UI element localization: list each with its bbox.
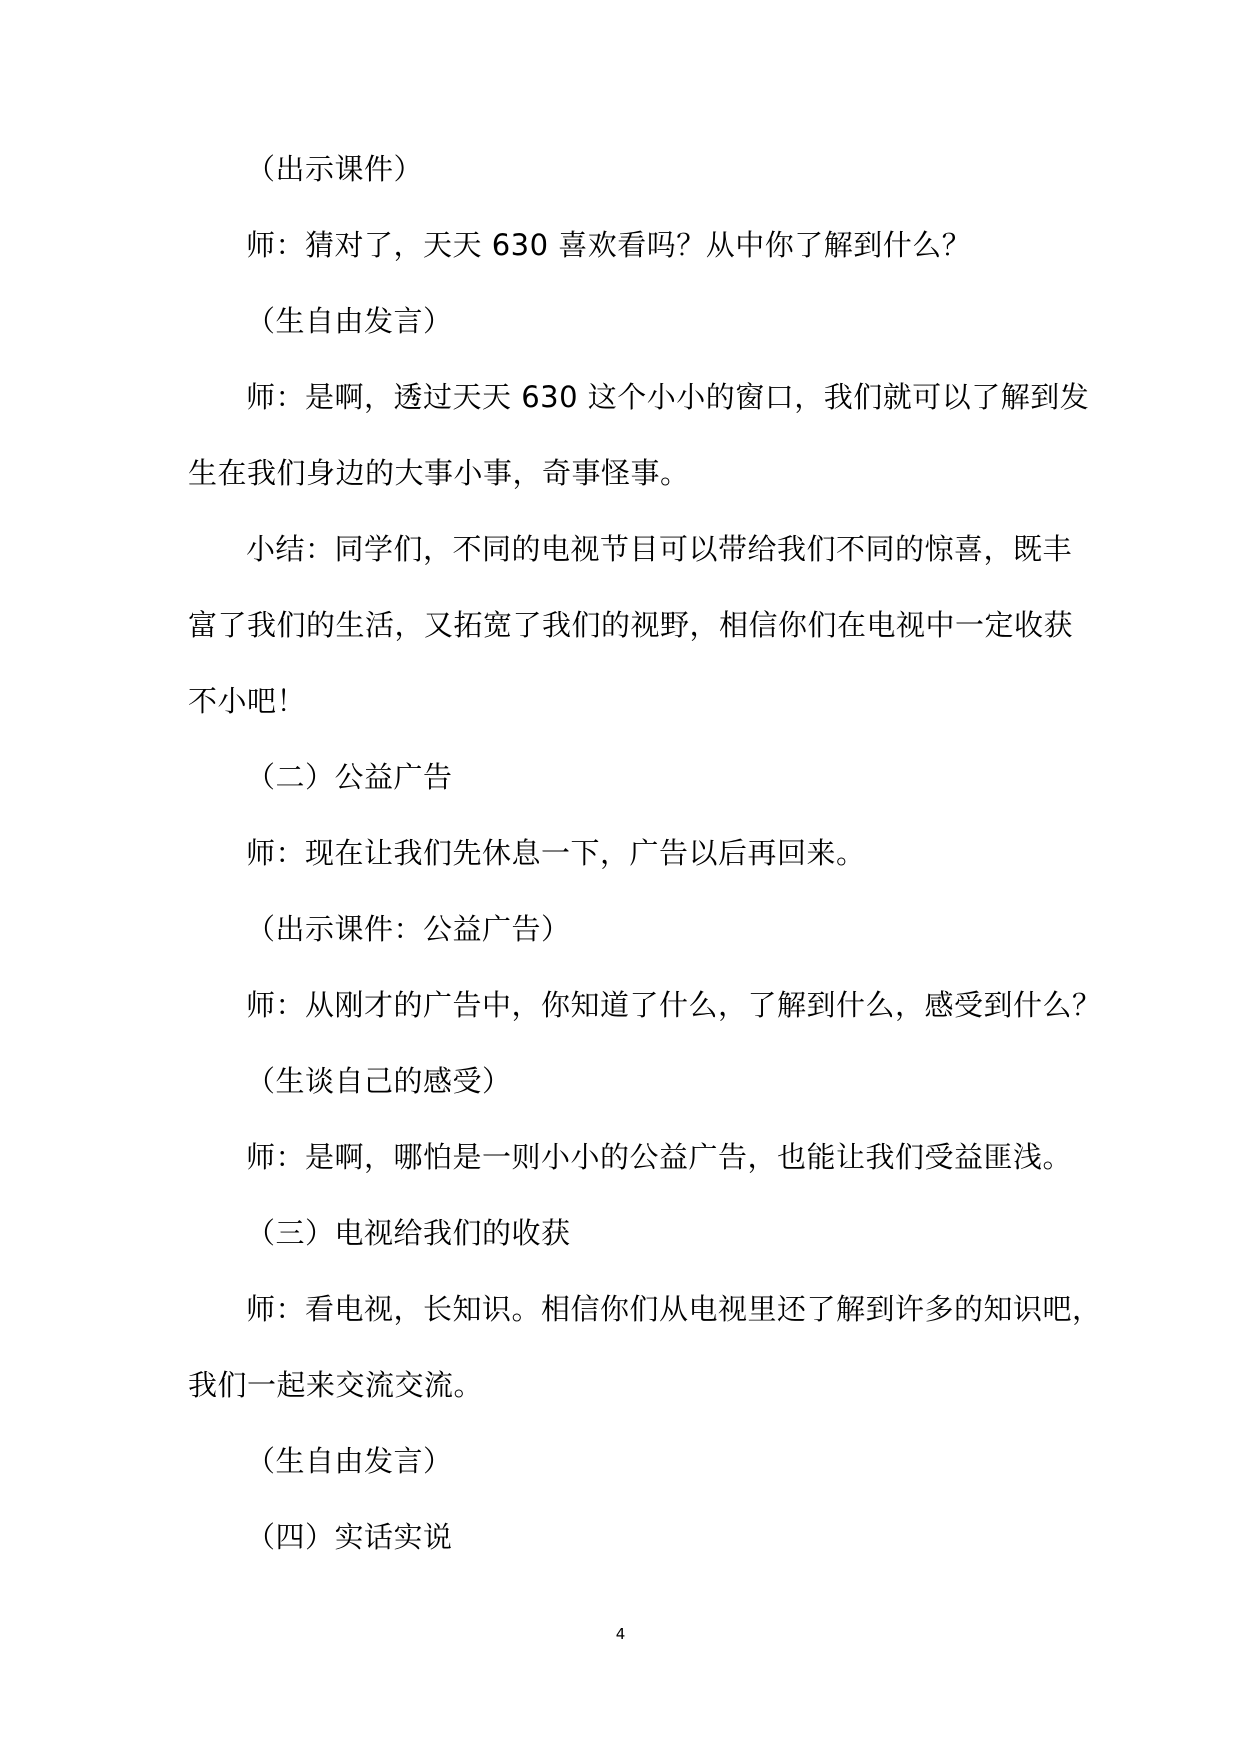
text-line: 小结：同学们，不同的电视节目可以带给我们不同的惊喜，既丰 <box>246 532 1073 566</box>
section-heading: （四）实话实说 <box>246 1520 453 1554</box>
text-line: 师：从刚才的广告中，你知道了什么，了解到什么，感受到什么？ <box>246 988 1102 1022</box>
text-line: 不小吧！ <box>188 684 307 718</box>
page-number: 4 <box>615 1625 626 1643</box>
text-line: 师：猜对了，天天 630 喜欢看吗？从中你了解到什么？ <box>246 228 972 262</box>
text-line: （生谈自己的感受） <box>246 1064 512 1098</box>
section-heading: （二）公益广告 <box>246 760 453 794</box>
text-line: 师：现在让我们先休息一下，广告以后再回来。 <box>246 836 866 870</box>
text-line: 我们一起来交流交流。 <box>188 1368 484 1402</box>
text-line: 师：是啊，哪怕是一则小小的公益广告，也能让我们受益匪浅。 <box>246 1140 1073 1174</box>
text-line: （生自由发言） <box>246 1444 453 1478</box>
text-line: （出示课件：公益广告） <box>246 912 571 946</box>
text-line: （出示课件） <box>246 152 424 186</box>
text-line: （生自由发言） <box>246 304 453 338</box>
text-line: 师：是啊，透过天天 630 这个小小的窗口，我们就可以了解到发 <box>246 380 1090 414</box>
text-line: 生在我们身边的大事小事，奇事怪事。 <box>188 456 690 490</box>
section-heading: （三）电视给我们的收获 <box>246 1216 571 1250</box>
text-line: 富了我们的生活，又拓宽了我们的视野，相信你们在电视中一定收获 <box>188 608 1074 642</box>
text-line: 师：看电视，长知识。相信你们从电视里还了解到许多的知识吧， <box>246 1292 1102 1326</box>
